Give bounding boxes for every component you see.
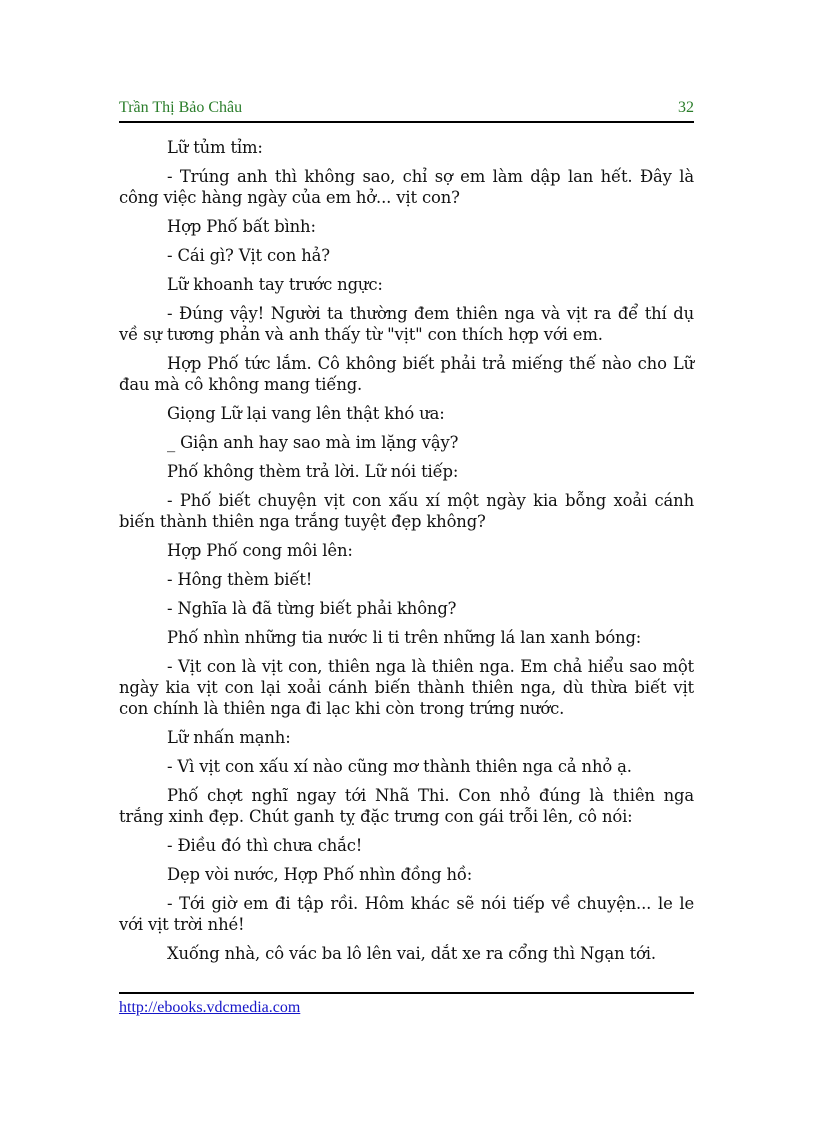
paragraph: Phố không thèm trả lời. Lữ nói tiếp:	[167, 462, 459, 481]
paragraph: Lữ khoanh tay trước ngực:	[167, 275, 383, 294]
paragraph: _ Giận anh hay sao mà im lặng vậy?	[167, 433, 459, 452]
paragraph: Xuống nhà, cô vác ba lô lên vai, dắt xe ra cổng thì Ngạn tới.	[167, 944, 656, 963]
paragraph: Hợp Phố tức lắm. Cô không biết phải trả miếng thế nào cho Lữ đau mà cô không mang tiếng.	[119, 354, 694, 394]
paragraph: - Trúng anh thì không sao, chỉ sợ em làm dập lan hết. Đây là công việc hàng ngày của em hở... vịt con?	[119, 167, 694, 207]
paragraph: Giọng Lữ lại vang lên thật khó ưa:	[167, 404, 445, 423]
paragraph: - Vì vịt con xấu xí nào cũng mơ thành thiên nga cả nhỏ ạ.	[167, 757, 632, 776]
page-header	[119, 99, 694, 123]
paragraph: Phố nhìn những tia nước li ti trên những lá lan xanh bóng:	[167, 628, 642, 647]
paragraph: - Cái gì? Vịt con hả?	[167, 246, 330, 265]
page-footer	[119, 992, 694, 1017]
page-number: 32	[678, 99, 694, 116]
paragraph: - Điều đó thì chưa chắc!	[167, 836, 363, 855]
paragraph: - Đúng vậy! Người ta thường đem thiên nga và vịt ra để thí dụ về sự tương phản và anh thấy từ "vịt" con thích hợp với em.	[119, 304, 694, 344]
paragraph: Dẹp vòi nước, Hợp Phố nhìn đồng hồ:	[167, 865, 473, 884]
paragraph: Hợp Phố cong môi lên:	[167, 541, 353, 560]
paragraph: Phố chợt nghĩ ngay tới Nhã Thi. Con nhỏ đúng là thiên nga trắng xinh đẹp. Chút ganh tỵ đặc trưng con gái trỗi lên, cô nói:	[119, 786, 694, 826]
body-text	[119, 137, 694, 972]
paragraph: Lữ nhấn mạnh:	[167, 728, 291, 747]
paragraph: - Tới giờ em đi tập rồi. Hôm khác sẽ nói tiếp về chuyện... le le với vịt trời nhé!	[119, 894, 694, 934]
footer-link[interactable]: http://ebooks.vdcmedia.com	[119, 999, 301, 1016]
paragraph: - Phố biết chuyện vịt con xấu xí một ngày kia bỗng xoải cánh biến thành thiên nga trắng tuyệt đẹp không?	[119, 491, 694, 531]
paragraph: - Hông thèm biết!	[167, 570, 313, 589]
paragraph: - Nghĩa là đã từng biết phải không?	[167, 599, 457, 618]
header-author: Trần Thị Bảo Châu	[119, 99, 243, 116]
paragraph: Lữ tủm tỉm:	[167, 138, 263, 157]
paragraph: - Vịt con là vịt con, thiên nga là thiên nga. Em chả hiểu sao một ngày kia vịt con lại xoải cánh biến thành thiên nga, dù thừa biết vịt con chính là thiên nga đi lạc khi còn trong trứng nước.	[119, 657, 694, 718]
paragraph: Hợp Phố bất bình:	[167, 217, 316, 236]
